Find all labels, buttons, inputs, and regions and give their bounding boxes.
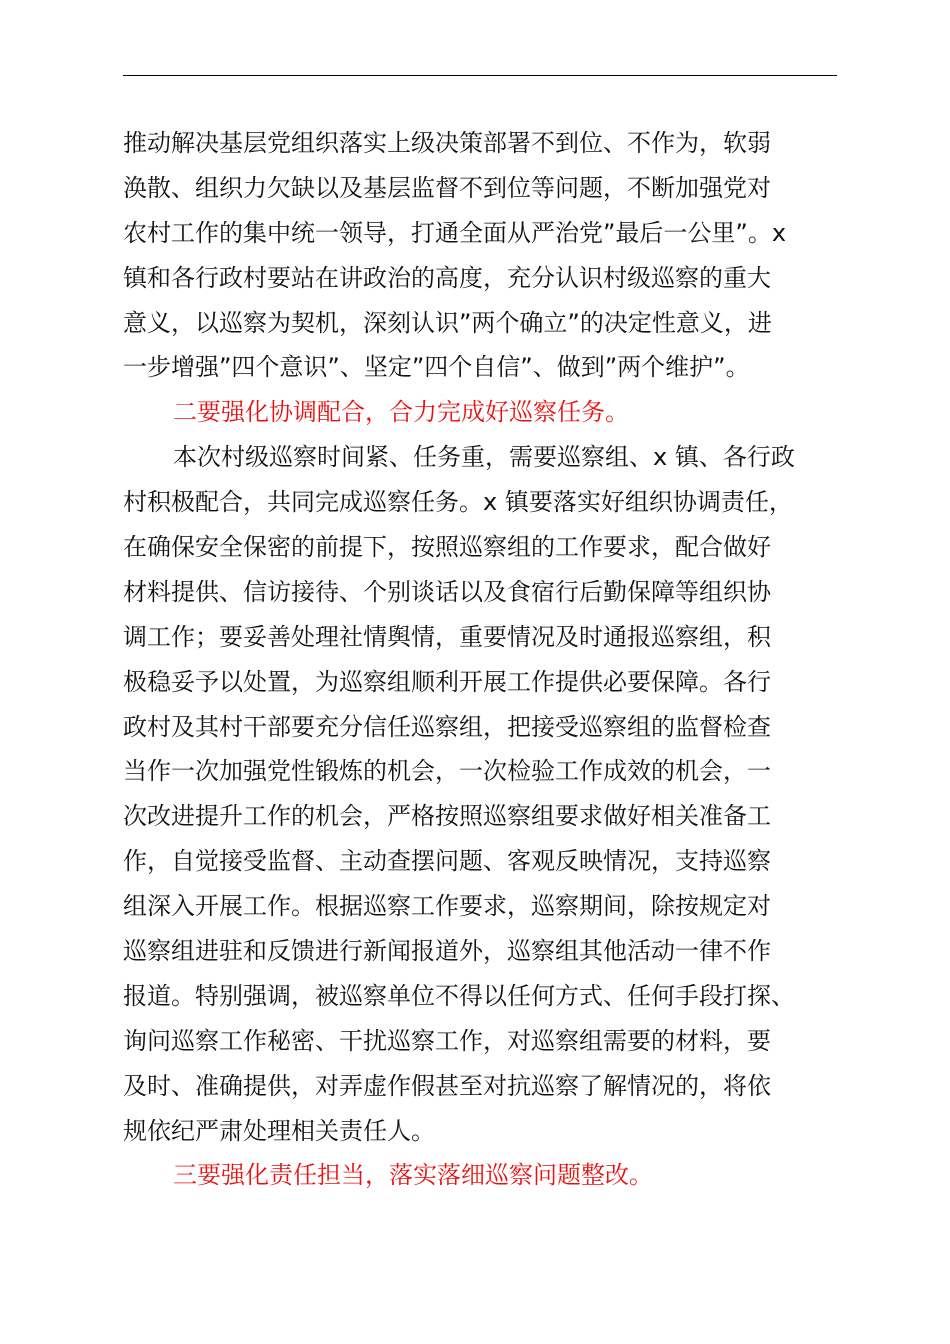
paragraph-line: 巡察组进驻和反馈进行新闻报道外，巡察组其他活动一律不作	[123, 937, 771, 966]
header-rule	[123, 75, 837, 76]
paragraph-line: 村积极配合，共同完成巡察任务。x 镇要落实好组织协调责任，	[123, 488, 793, 517]
paragraph-line: 在确保安全保密的前提下，按照巡察组的工作要求，配合做好	[123, 533, 771, 562]
paragraph-line: 次改进提升工作的机会，严格按照巡察组要求做好相关准备工	[123, 802, 771, 831]
paragraph-line: 农村工作的集中统一领导，打通全面从严治党”最后一公里”。x	[123, 218, 787, 247]
section-heading-2	[123, 390, 837, 435]
paragraph-line: 镇和各行政村要站在讲政治的高度，充分认识村级巡察的重大	[123, 263, 771, 292]
section-heading-3	[123, 1153, 837, 1198]
paragraph-line: 推动解决基层党组织落实上级决策部署不到位、不作为，软弱	[123, 129, 771, 157]
paragraph-line: 意义，以巡察为契机，深刻认识”两个确立”的决定性意义，进	[123, 308, 772, 337]
paragraph-line: 及时、准确提供，对弄虚作假甚至对抗巡察了解情况的，将依	[123, 1071, 771, 1100]
paragraph-line: 调工作；要妥善处理社情舆情，重要情况及时通报巡察组，积	[123, 622, 771, 651]
paragraph-1	[123, 121, 837, 390]
heading-text: 二要强化协调配合，合力完成好巡察任务。	[173, 398, 629, 427]
paragraph-line: 当作一次加强党性锻炼的机会，一次检验工作成效的机会，一	[123, 757, 771, 786]
paragraph-line: 极稳妥予以处置，为巡察组顺利开展工作提供必要保障。各行	[123, 667, 771, 696]
paragraph-line: 材料提供、信访接待、个别谈话以及食宿行后勤保障等组织协	[123, 577, 771, 606]
document-body	[123, 121, 837, 1198]
paragraph-line: 规依纪严肃处理相关责任人。	[123, 1116, 435, 1145]
paragraph-line: 本次村级巡察时间紧、任务重，需要巡察组、x 镇、各行政	[173, 443, 795, 472]
paragraph-line: 询问巡察工作秘密、干扰巡察工作，对巡察组需要的材料，要	[123, 1026, 771, 1055]
paragraph-line: 组深入开展工作。根据巡察工作要求，巡察期间，除按规定对	[123, 892, 771, 921]
paragraph-2	[123, 435, 837, 1153]
paragraph-line: 涣散、组织力欠缺以及基层监督不到位等问题，不断加强党对	[123, 173, 771, 202]
paragraph-line: 一步增强”四个意识”、坚定”四个自信”、做到”两个维护”。	[123, 353, 750, 382]
paragraph-line: 报道。特别强调，被巡察单位不得以任何方式、任何手段打探、	[123, 981, 795, 1010]
paragraph-line: 政村及其村干部要充分信任巡察组，把接受巡察组的监督检查	[123, 712, 771, 741]
heading-text: 三要强化责任担当，落实落细巡察问题整改。	[173, 1161, 653, 1190]
paragraph-line: 作，自觉接受监督、主动查摆问题、客观反映情况，支持巡察	[123, 847, 771, 876]
